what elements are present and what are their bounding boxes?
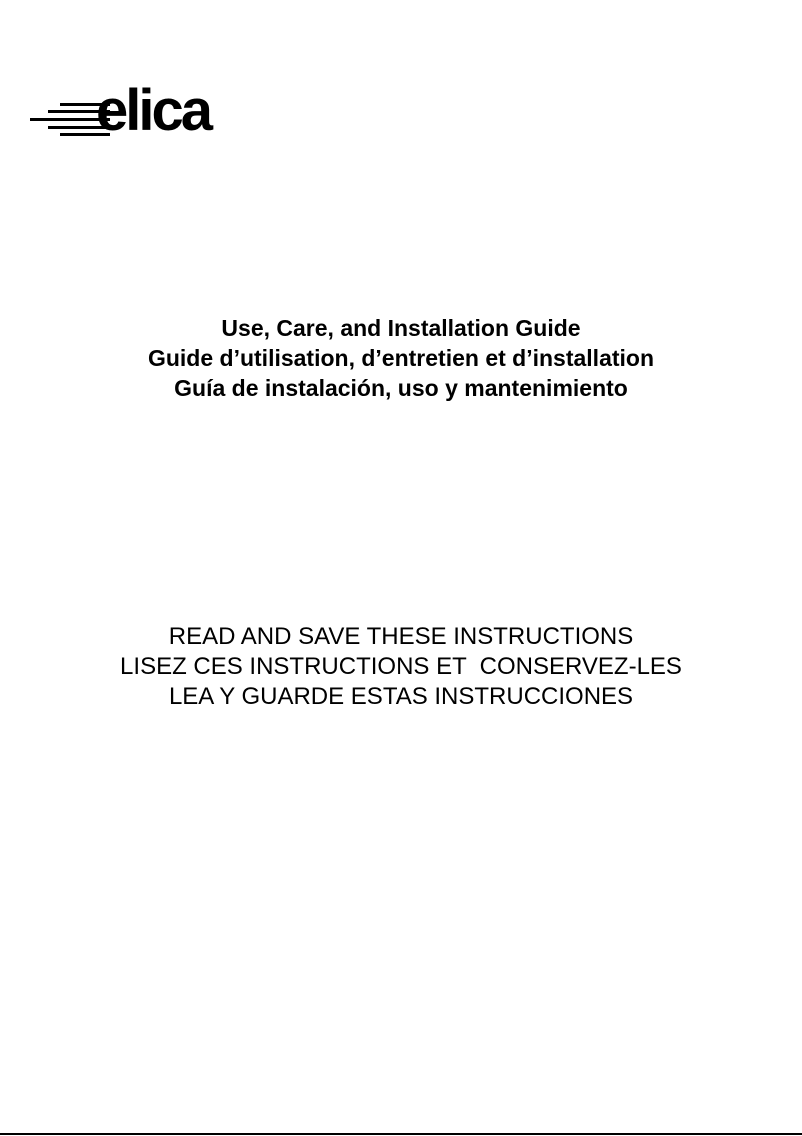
instruction-spanish: LEA Y GUARDE ESTAS INSTRUCCIONES (168, 683, 634, 710)
title-french: Guide d’utilisation, d’entretien et d’installation (147, 345, 655, 371)
title-english: Use, Care, and Installation Guide (221, 315, 581, 341)
save-instructions-notice (0, 622, 802, 712)
title-spanish: Guía de instalación, uso y mantenimiento (174, 375, 628, 401)
page-bottom-divider (0, 1133, 802, 1135)
instruction-french: LISEZ CES INSTRUCTIONS ET CONSERVEZ-LES (120, 653, 682, 680)
instruction-english: READ AND SAVE THESE INSTRUCTIONS (168, 623, 634, 650)
elica-logo (30, 78, 270, 144)
guide-title (0, 313, 802, 403)
logo-wordmark: elica (96, 78, 210, 143)
